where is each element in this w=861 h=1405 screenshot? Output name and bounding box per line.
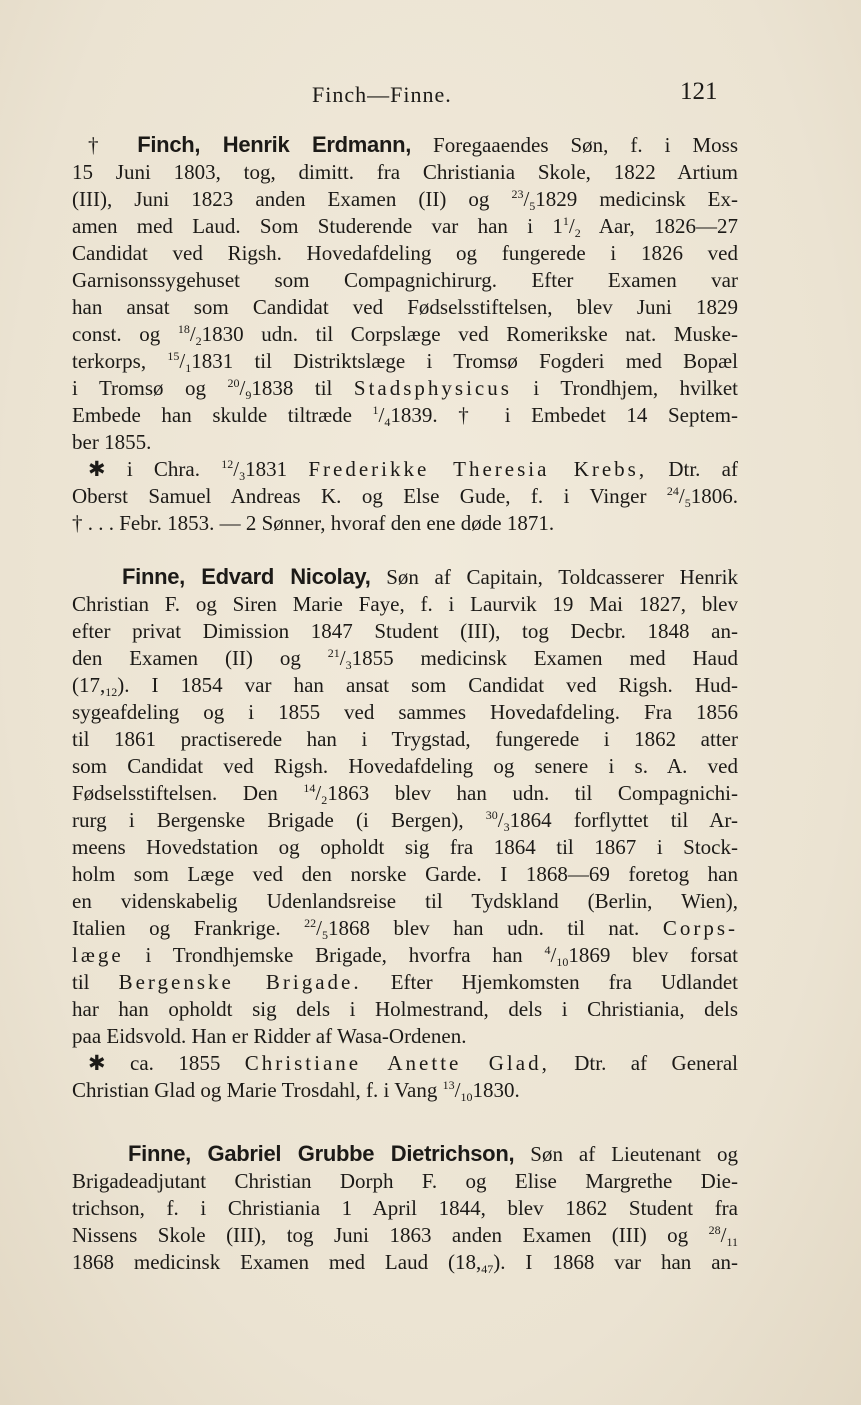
fraction-num: 22 <box>304 916 317 930</box>
line-text: 1864 forflyttet til Ar- <box>509 808 738 832</box>
line-text: Søn af Lieutenant og <box>514 1142 738 1166</box>
fraction-den: 10 <box>460 1090 473 1104</box>
line-text: paa Eidsvold. Han er Ridder af Wasa-Ordenen. <box>72 1024 467 1048</box>
line-text: som Candidat ved Rigsh. Hovedafdeling og senere i s. A. ved <box>72 754 738 778</box>
line-text: Nissens Skole (III), tog Juni 1863 anden Examen (III) og <box>72 1223 709 1247</box>
line-text: har han opholdt sig dels i Holmestrand, dels i Christiania, dels <box>72 997 738 1021</box>
line-text: Aar, 1826—27 <box>580 214 739 238</box>
entry-line: const. og $^{18}/_21830$ udn. til Corpslæge ved Romerikske nat. Muske- <box>72 322 738 348</box>
line-text: 1868 blev han udn. til nat. <box>327 916 663 940</box>
fraction-den: 10 <box>556 955 569 969</box>
entry-line <box>72 294 738 321</box>
line-text: i Trondhjem, hvilket <box>511 376 738 400</box>
line-text: Foregaaendes Søn, f. i Moss <box>411 133 738 157</box>
line-text: Oberst Samuel Andreas K. og Else Gude, f. i Vinger <box>72 484 667 508</box>
line-text: 1855 medicinsk Examen med Haud <box>351 646 738 670</box>
entry-line <box>72 131 738 159</box>
entry-line <box>72 726 738 753</box>
spaced-title: læge <box>72 943 124 967</box>
fraction-num: 12 <box>221 457 234 471</box>
grade-subscript: 12 <box>105 685 118 699</box>
fraction-num: 15 <box>167 349 180 363</box>
entry-line <box>72 510 738 537</box>
line-text: Fødselsstiftelsen. Den <box>72 781 304 805</box>
line-text: han ansat som Candidat ved Fødselsstiftelsen, blev Juni 1829 <box>72 295 738 319</box>
spaced-title: Stadsphysicus <box>353 376 512 400</box>
entry-finne-gabriel <box>72 1140 738 1276</box>
line-text: Efter Hjemkomsten fra Udlandet <box>361 970 738 994</box>
line-text: (III), Juni 1823 anden Examen (II) og <box>72 187 512 211</box>
fraction-den: 1 <box>185 361 192 375</box>
fraction-num: 30 <box>485 808 498 822</box>
entry-line <box>72 672 738 699</box>
entry-line: (III), Juni 1823 anden Examen (II) og $^{23}/_51829$ medicinsk Ex- <box>72 187 739 213</box>
fraction-num: 23 <box>511 187 524 201</box>
spaced-title: Bergenske Brigade. <box>118 970 362 994</box>
entry-line: Fødselsstiftelsen. Den $^{14}/_21863$ blev han udn. til Compagnichi- <box>72 781 738 807</box>
running-head: Finch—Finne. <box>312 82 452 107</box>
entry-name: Finne, Gabriel Grubbe Dietrichson, <box>128 1141 515 1166</box>
line-text: til 1861 practiserede han i Trygstad, fungerede i 1862 atter <box>72 727 738 751</box>
fraction-num: 20 <box>227 376 240 390</box>
entry-line: læge i Trondhjemske Brigade, hvorfra han $^4/_{10}1869$ blev forsat <box>72 943 738 969</box>
fraction-den: 4 <box>384 415 391 429</box>
entry-line <box>72 563 738 591</box>
line-text: til <box>72 970 119 994</box>
entry-finne-edvard <box>72 563 738 1104</box>
line-text: ). I 1868 var han an- <box>493 1250 739 1274</box>
line-text: rurg i Bergenske Brigade (i Bergen), <box>72 808 486 832</box>
grade-subscript: 47 <box>481 1262 494 1276</box>
fraction-den: 3 <box>239 469 246 483</box>
fraction-num: 21 <box>327 646 340 660</box>
marriage-star: ✱ i Chra. <box>88 457 222 481</box>
line-text: 1831 til Distriktslæge i Tromsø Fogderi med Bopæl <box>191 349 738 373</box>
line-text: const. og <box>72 322 178 346</box>
entry-line <box>72 1249 738 1276</box>
fraction-num: 24 <box>666 484 679 498</box>
line-text: Embede han skulde tiltræde <box>72 403 373 427</box>
line-text: meens Hovedstation og opholdt sig fra 1864 til 1867 i Stock- <box>72 835 738 859</box>
line-text: Dtr. af General <box>549 1051 738 1075</box>
line-text: trichson, f. i Christiania 1 April 1844, blev 1862 Student fra <box>72 1196 738 1220</box>
marriage-line: ✱ i Chra. $^{12}/_31831$ Frederikke Theresia Krebs, Dtr. af <box>88 457 738 483</box>
fraction-den: 2 <box>195 334 202 348</box>
fraction-num: 28 <box>708 1223 721 1237</box>
line-text: Christian F. og Siren Marie Faye, f. i Laurvik 19 Mai 1827, blev <box>72 592 738 616</box>
fraction-den: 5 <box>529 199 536 213</box>
fraction-den: 5 <box>321 928 328 942</box>
page-number: 121 <box>680 78 718 105</box>
line-text: efter privat Dimission 1847 Student (III), tog Decbr. 1848 an- <box>72 619 738 643</box>
entry-line <box>72 888 738 915</box>
line-text: i Tromsø og <box>72 376 228 400</box>
fraction-num: 1 <box>562 214 569 228</box>
entry-line <box>72 1195 738 1222</box>
fraction-den: 2 <box>321 793 328 807</box>
fraction-num: 13 <box>442 1078 455 1092</box>
entry-line: Nissens Skole (III), tog Juni 1863 anden Examen (III) og $^{28}/_{11}$ <box>72 1223 738 1249</box>
line-text: 1869 blev forsat <box>568 943 738 967</box>
line-text: i Trondhjemske Brigade, hvorfra han <box>123 943 545 967</box>
entry-line <box>72 996 738 1023</box>
line-text: Italien og Frankrige. <box>72 916 305 940</box>
entry-line <box>72 1168 738 1195</box>
fraction-den: 9 <box>245 388 252 402</box>
line-text: 1830. <box>472 1078 520 1102</box>
line-text: (17, <box>72 673 106 697</box>
line-text: sygeafdeling og i 1855 ved sammes Hovedafdeling. Fra 1856 <box>72 700 738 724</box>
fraction-num: 14 <box>303 781 316 795</box>
line-text: 1831 <box>245 457 309 481</box>
line-text: amen med Laud. Som Studerende var han i 1 <box>72 214 563 238</box>
entry-line: amen med Laud. Som Studerende var han i $1^1/_2$ Aar, 1826—27 <box>72 214 739 240</box>
text-block <box>72 131 738 1276</box>
line-text: Brigadeadjutant Christian Dorph F. og Elise Margrethe Die- <box>72 1169 738 1193</box>
entry-line <box>72 240 738 267</box>
fraction-num: 4 <box>544 943 551 957</box>
fraction-num: 1 <box>372 403 379 417</box>
line-text: Dtr. af <box>647 457 738 481</box>
page-header <box>0 78 861 112</box>
entry-line <box>72 1140 738 1168</box>
fraction-den: 11 <box>726 1235 738 1249</box>
line-text: † . . . Febr. 1853. — 2 Sønner, hvoraf den ene døde 1871. <box>72 511 555 535</box>
fraction-num: 18 <box>177 322 190 336</box>
fraction-den: 5 <box>684 496 691 510</box>
spouse-name: Christiane Anette Glad, <box>244 1051 550 1075</box>
line-text: 1863 blev han udn. til Compagnichi- <box>327 781 738 805</box>
line-text: ber 1855. <box>72 430 152 454</box>
entry-line: terkorps, $^{15}/_11831$ til Distriktslæge i Tromsø Fogderi med Bopæl <box>72 349 738 375</box>
line-text: 1839. † i Embedet 14 Septem- <box>390 403 738 427</box>
entry-line <box>72 1023 738 1050</box>
entry-line: Italien og Frankrige. $^{22}/_51868$ blev han udn. til nat. Corps- <box>72 916 738 942</box>
line-text: 1868 medicinsk Examen med Laud (18, <box>72 1250 482 1274</box>
entry-name: Finne, Edvard Nicolay, <box>122 564 371 589</box>
line-text: Candidat ved Rigsh. Hovedafdeling og fungerede i 1826 ved <box>72 241 738 265</box>
entry-line <box>72 618 738 645</box>
spouse-name: Frederikke Theresia Krebs, <box>308 457 648 481</box>
entry-line <box>72 834 738 861</box>
entry-line: den Examen (II) og $^{21}/_31855$ medicinsk Examen med Haud <box>72 646 738 672</box>
entry-line <box>72 159 738 186</box>
fraction-den: 3 <box>345 658 352 672</box>
marriage-star: ✱ ca. 1855 <box>88 1051 245 1075</box>
entry-finch-henrik <box>72 131 738 537</box>
entry-line <box>72 753 738 780</box>
line-text: Søn af Capitain, Toldcasserer Henrik <box>370 565 738 589</box>
entry-name: Finch, Henrik Erdmann, <box>137 132 412 157</box>
entry-line: rurg i Bergenske Brigade (i Bergen), $^{30}/_31864$ forflyttet til Ar- <box>72 808 738 834</box>
fraction-den: 3 <box>503 820 510 834</box>
line-text: en videnskabelig Udenlandsreise til Tydskland (Berlin, Wien), <box>72 889 738 913</box>
line-text: terkorps, <box>72 349 168 373</box>
dagger-mark: † <box>88 133 138 157</box>
entry-line <box>72 699 738 726</box>
entry-line: Embede han skulde tiltræde $^1/_41839$. † i Embedet 14 Septem- <box>72 403 738 429</box>
line-text: ). I 1854 var han ansat som Candidat ved Rigsh. Hud- <box>117 673 738 697</box>
entry-line <box>72 429 738 456</box>
line-text: holm som Læge ved den norske Garde. I 1868—69 foretog han <box>72 862 738 886</box>
line-text: 1829 medicinsk Ex- <box>535 187 739 211</box>
entry-line: i Tromsø og $^{20}/_91838$ til Stadsphysicus i Trondhjem, hvilket <box>72 376 738 402</box>
entry-line <box>72 861 738 888</box>
line-text: 15 Juni 1803, tog, dimitt. fra Christiania Skole, 1822 Artium <box>72 160 738 184</box>
entry-line: Oberst Samuel Andreas K. og Else Gude, f. i Vinger $^{24}/_51806$. <box>72 484 738 510</box>
line-text: Christian Glad og Marie Trosdahl, f. i Vang <box>72 1078 443 1102</box>
line-text: den Examen (II) og <box>72 646 328 670</box>
spaced-title: Corps- <box>662 916 738 940</box>
entry-line <box>72 969 738 996</box>
line-text: 1838 til <box>251 376 354 400</box>
marriage-line <box>72 1050 738 1077</box>
entry-line <box>72 591 738 618</box>
entry-line: Christian Glad og Marie Trosdahl, f. i Vang $^{13}/_{10}1830$. <box>72 1078 520 1104</box>
line-text: 1830 udn. til Corpslæge ved Romerikske nat. Muske- <box>201 322 738 346</box>
line-text: 1806. <box>690 484 738 508</box>
fraction-den: 2 <box>574 226 581 240</box>
line-text: Garnisonssygehuset som Compagnichirurg. Efter Examen var <box>72 268 738 292</box>
entry-line <box>72 267 738 294</box>
